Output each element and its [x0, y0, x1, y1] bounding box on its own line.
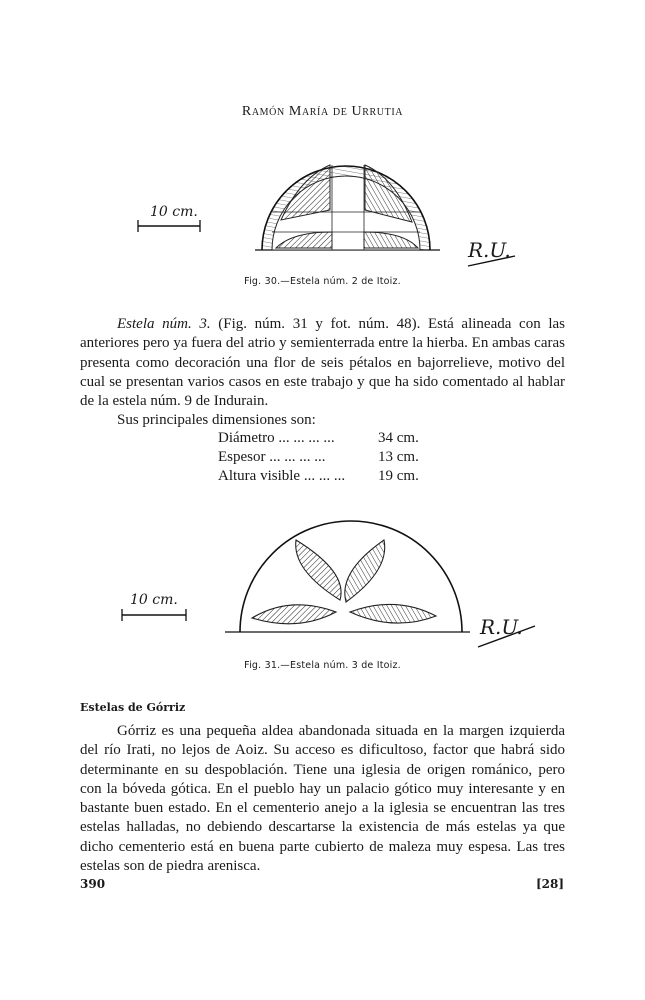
- scale-bar-31: [122, 609, 186, 621]
- section-title: Estelas de Górriz: [80, 701, 186, 714]
- dimension-value: 13 cm.: [378, 449, 419, 465]
- dimension-row: [218, 429, 432, 448]
- bracket-number: [28]: [536, 877, 565, 891]
- scale-label-31: 10 cm.: [130, 592, 178, 608]
- stele-3-outline: [225, 521, 470, 632]
- section-paragraph: [80, 722, 565, 876]
- dimension-label: Diámetro ... ... ... ...: [218, 430, 335, 446]
- figure-30-caption: Fig. 30.—Estela núm. 2 de Itoiz.: [244, 276, 401, 287]
- signature-30: R.U.: [468, 238, 511, 262]
- stele-2-outline: [255, 165, 440, 250]
- signature-31: R.U.: [480, 615, 523, 639]
- dimension-row: [218, 448, 432, 467]
- page-number: 390: [80, 877, 106, 891]
- figure-31-caption: Fig. 31.—Estela núm. 3 de Itoiz.: [244, 660, 401, 671]
- scale-label-30: 10 cm.: [150, 204, 198, 220]
- running-header: Ramón María de Urrutia: [241, 104, 404, 119]
- dimensions-intro: Sus principales dimensiones son:: [117, 412, 316, 429]
- dimension-value: 19 cm.: [378, 468, 419, 484]
- dimension-label: Altura visible ... ... ...: [218, 468, 346, 484]
- dimension-value: 34 cm.: [378, 430, 419, 446]
- section-body: Górriz es una pequeña aldea abandonada situada en la margen izquierda del río Irati, no lejos de Aoiz. Su acceso es dificultoso, factor que habrá sido determinante en su despoblación. Tiene una iglesia de origen románico, pero con la bóveda gótica. En el pueblo hay un palacio gótico muy interesante y en bastante buen estado. En el cementerio anejo a la iglesia se encuentran las tres estelas halladas, no debiendo descartarse la existencia de más estelas ya que dicho cementerio está en buena parte cubierto de maleza muy espesa. Las tres estelas son de piedra arenisca.: [80, 723, 565, 875]
- paragraph-lead: Estela núm. 3.: [117, 316, 211, 332]
- dimensions-table: [218, 429, 432, 486]
- scale-bar-30: [138, 220, 200, 232]
- paragraph-body: (Fig. núm. 31 y fot. núm. 48). Está alineada con las anteriores pero ya fuera del atrio y semienterrada entre la hierba. En ambas caras presenta como decoración una flor de seis pétalos en bajorrelieve, motivo del cual se presentan varios casos en este trabajo y que ha sido comentado al hablar de la estela núm. 9 de Indurain.: [80, 316, 566, 410]
- dimension-label: Espesor ... ... ... ...: [218, 449, 326, 465]
- dimension-row: [218, 467, 432, 486]
- paragraph-estela-3: [80, 315, 565, 431]
